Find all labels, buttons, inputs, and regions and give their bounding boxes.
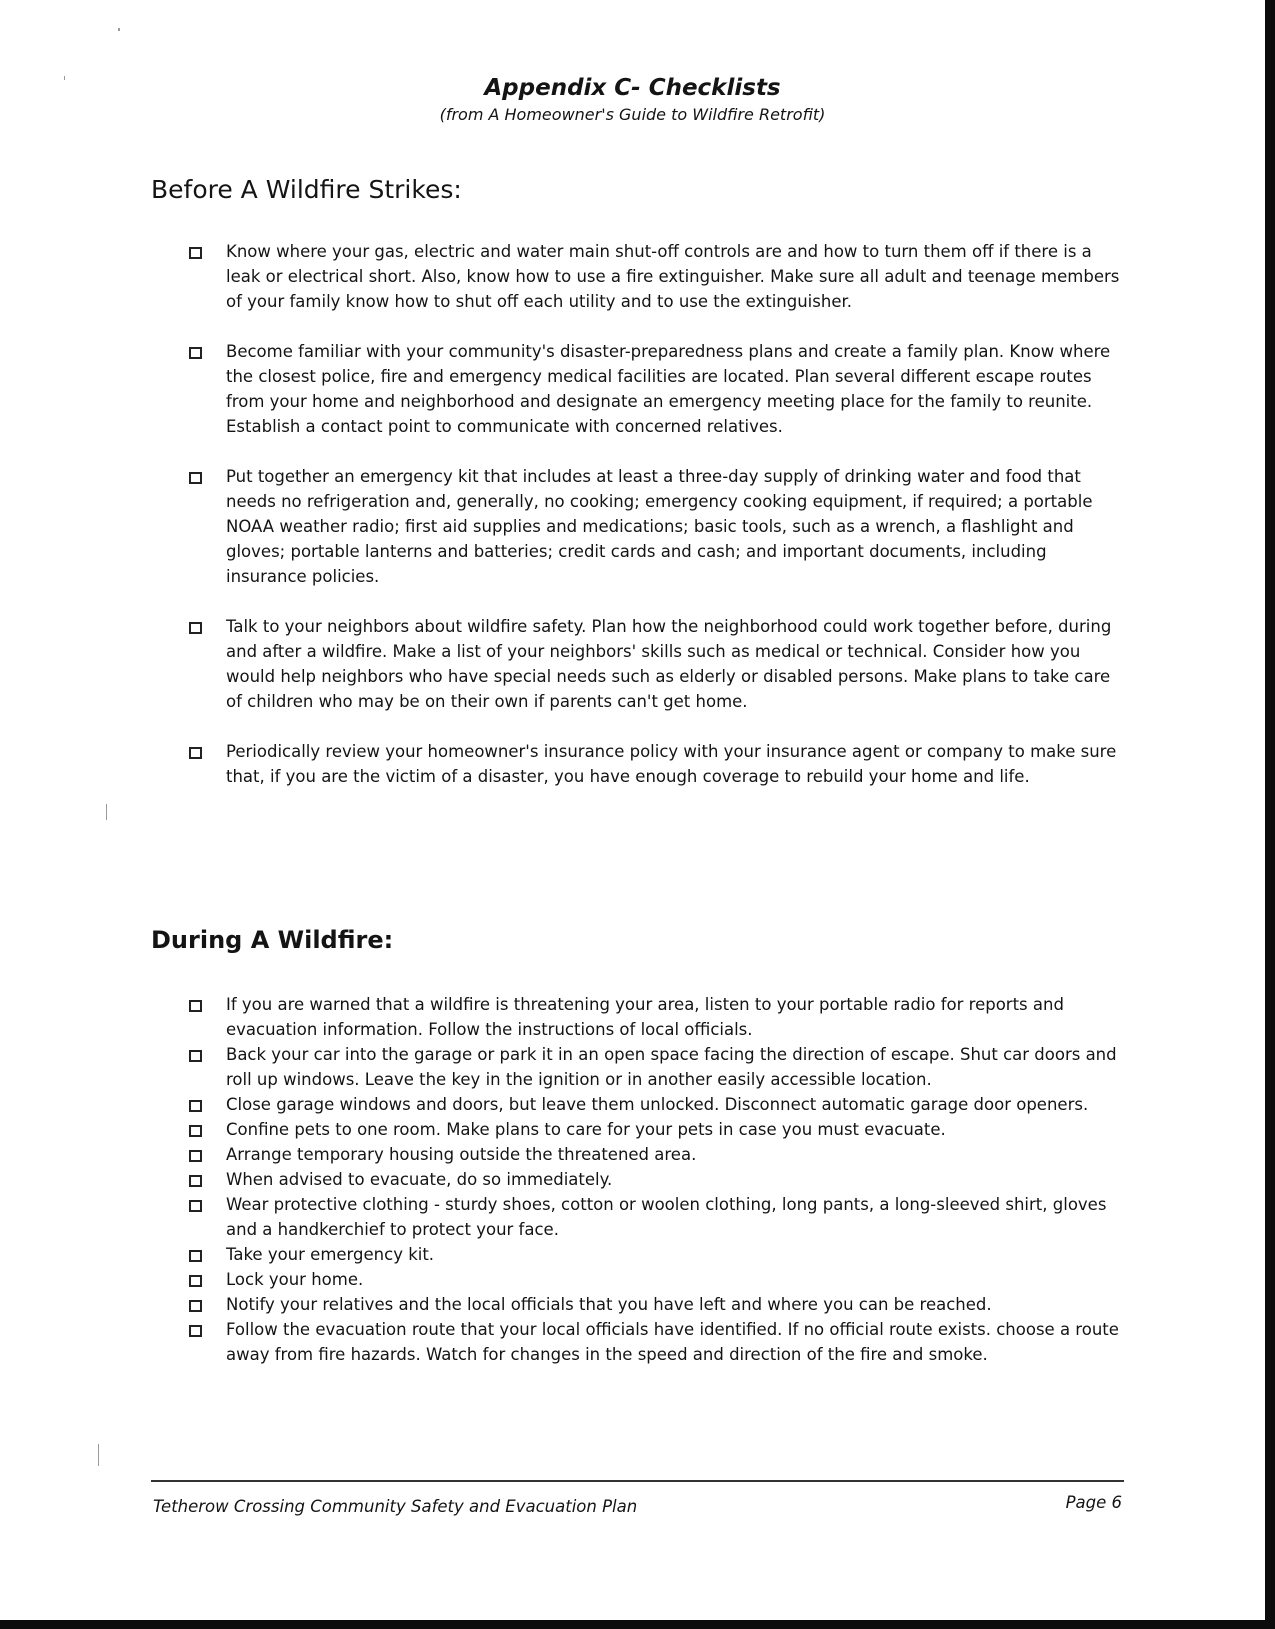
checkbox-icon <box>189 1125 202 1137</box>
checklist-item <box>188 1092 1120 1117</box>
checklist-item <box>188 1117 1120 1142</box>
checklist-item <box>188 464 1120 589</box>
checkbox-icon <box>189 1175 202 1187</box>
document-subtitle: (from A Homeowner's Guide to Wildfire Retrofit) <box>439 105 826 124</box>
checklist-item-text: When advised to evacuate, do so immediately. <box>226 1170 613 1189</box>
checkbox-icon <box>189 1050 202 1062</box>
checklist-item <box>188 1242 1120 1267</box>
checkbox-icon <box>189 472 202 484</box>
checklist-item-text: Talk to your neighbors about wildfire safety. Plan how the neighborhood could work together before, during and after a wildfire. Make a list of your neighbors' skills such as medical or technical. Consider how you would help neighbors who have special needs such as elderly or disabled persons. Make plans to take care of children who may be on their own if parents can't get home. <box>226 617 1112 711</box>
checklist-item <box>188 339 1120 439</box>
checklist-item-text: Back your car into the garage or park it in an open space facing the direction of escape. Shut car doors and roll up windows. Leave the key in the ignition or in another easily accessible location. <box>226 1045 1117 1089</box>
checkbox-icon <box>189 1150 202 1162</box>
checklist-item <box>188 614 1120 714</box>
checklist-item <box>188 1142 1120 1167</box>
checklist-item <box>188 1192 1120 1242</box>
checklist-item <box>188 1042 1120 1092</box>
document-title: Appendix C- Checklists <box>484 75 781 101</box>
scan-speck <box>118 28 120 31</box>
checklist-item <box>188 1167 1120 1192</box>
checklist-item-text: Arrange temporary housing outside the threatened area. <box>226 1145 697 1164</box>
checklist-during-wildfire <box>188 992 1120 1367</box>
footer-divider <box>151 1480 1124 1482</box>
scan-line <box>106 804 107 820</box>
checklist-item-text: If you are warned that a wildfire is threatening your area, listen to your portable radio for reports and evacuation information. Follow the instructions of local officials. <box>226 995 1064 1039</box>
checklist-item <box>188 239 1120 314</box>
checkbox-icon <box>189 1300 202 1312</box>
checkbox-icon <box>189 247 202 259</box>
checklist-item-text: Close garage windows and doors, but leave them unlocked. Disconnect automatic garage door openers. <box>226 1095 1089 1114</box>
checklist-item-text: Know where your gas, electric and water main shut-off controls are and how to turn them off if there is a leak or electrical short. Also, know how to use a fire extinguisher. Make sure all adult and teenage members of your family know how to shut off each utility and to use the extinguisher. <box>226 242 1120 311</box>
checkbox-icon <box>189 1000 202 1012</box>
checklist-item-text: Take your emergency kit. <box>226 1245 435 1264</box>
checkbox-icon <box>189 1275 202 1287</box>
checkbox-icon <box>189 347 202 359</box>
footer-document-name: Tetherow Crossing Community Safety and Evacuation Plan <box>153 1497 638 1516</box>
document-header <box>0 74 1265 126</box>
checklist-item-text: Put together an emergency kit that includes at least a three-day supply of drinking water and food that needs no refrigeration and, generally, no cooking; emergency cooking equipment, if required; a portable NOAA weather radio; first aid supplies and medications; basic tools, such as a wrench, a flashlight and gloves; portable lanterns and batteries; credit cards and cash; and important documents, including insurance policies. <box>226 467 1093 586</box>
checklist-item-text: Periodically review your homeowner's insurance policy with your insurance agent or company to make sure that, if you are the victim of a disaster, you have enough coverage to rebuild your home and life. <box>226 742 1117 786</box>
checklist-item-text: Notify your relatives and the local officials that you have left and where you can be reached. <box>226 1295 992 1314</box>
checkbox-icon <box>189 622 202 634</box>
checklist-before-wildfire <box>188 239 1120 814</box>
checklist-item <box>188 1317 1120 1367</box>
checkbox-icon <box>189 747 202 759</box>
checklist-item <box>188 1267 1120 1292</box>
checklist-item-text: Lock your home. <box>226 1270 364 1289</box>
footer-page-number: Page 6 <box>1065 1493 1122 1512</box>
checklist-item <box>188 739 1120 789</box>
checklist-item-text: Confine pets to one room. Make plans to care for your pets in case you must evacuate. <box>226 1120 946 1139</box>
section-heading-during-wildfire: During A Wildfire: <box>151 926 394 954</box>
checkbox-icon <box>189 1100 202 1112</box>
checkbox-icon <box>189 1325 202 1337</box>
checklist-item <box>188 1292 1120 1317</box>
checklist-item <box>188 992 1120 1042</box>
checklist-item-text: Follow the evacuation route that your local officials have identified. If no official route exists. choose a route away from fire hazards. Watch for changes in the speed and direction of the fire and smoke. <box>226 1320 1119 1364</box>
checklist-item-text: Wear protective clothing - sturdy shoes, cotton or woolen clothing, long pants, a long-sleeved shirt, gloves and a handkerchief to protect your face. <box>226 1195 1107 1239</box>
checkbox-icon <box>189 1200 202 1212</box>
section-heading-before-wildfire: Before A Wildfire Strikes: <box>151 175 462 204</box>
checklist-item-text: Become familiar with your community's disaster-preparedness plans and create a family plan. Know where the closest police, fire and emergency medical facilities are located. Plan several different escape routes from your home and neighborhood and designate an emergency meeting place for the family to reunite. Establish a contact point to communicate with concerned relatives. <box>226 342 1111 436</box>
checkbox-icon <box>189 1250 202 1262</box>
scan-line <box>98 1444 99 1466</box>
